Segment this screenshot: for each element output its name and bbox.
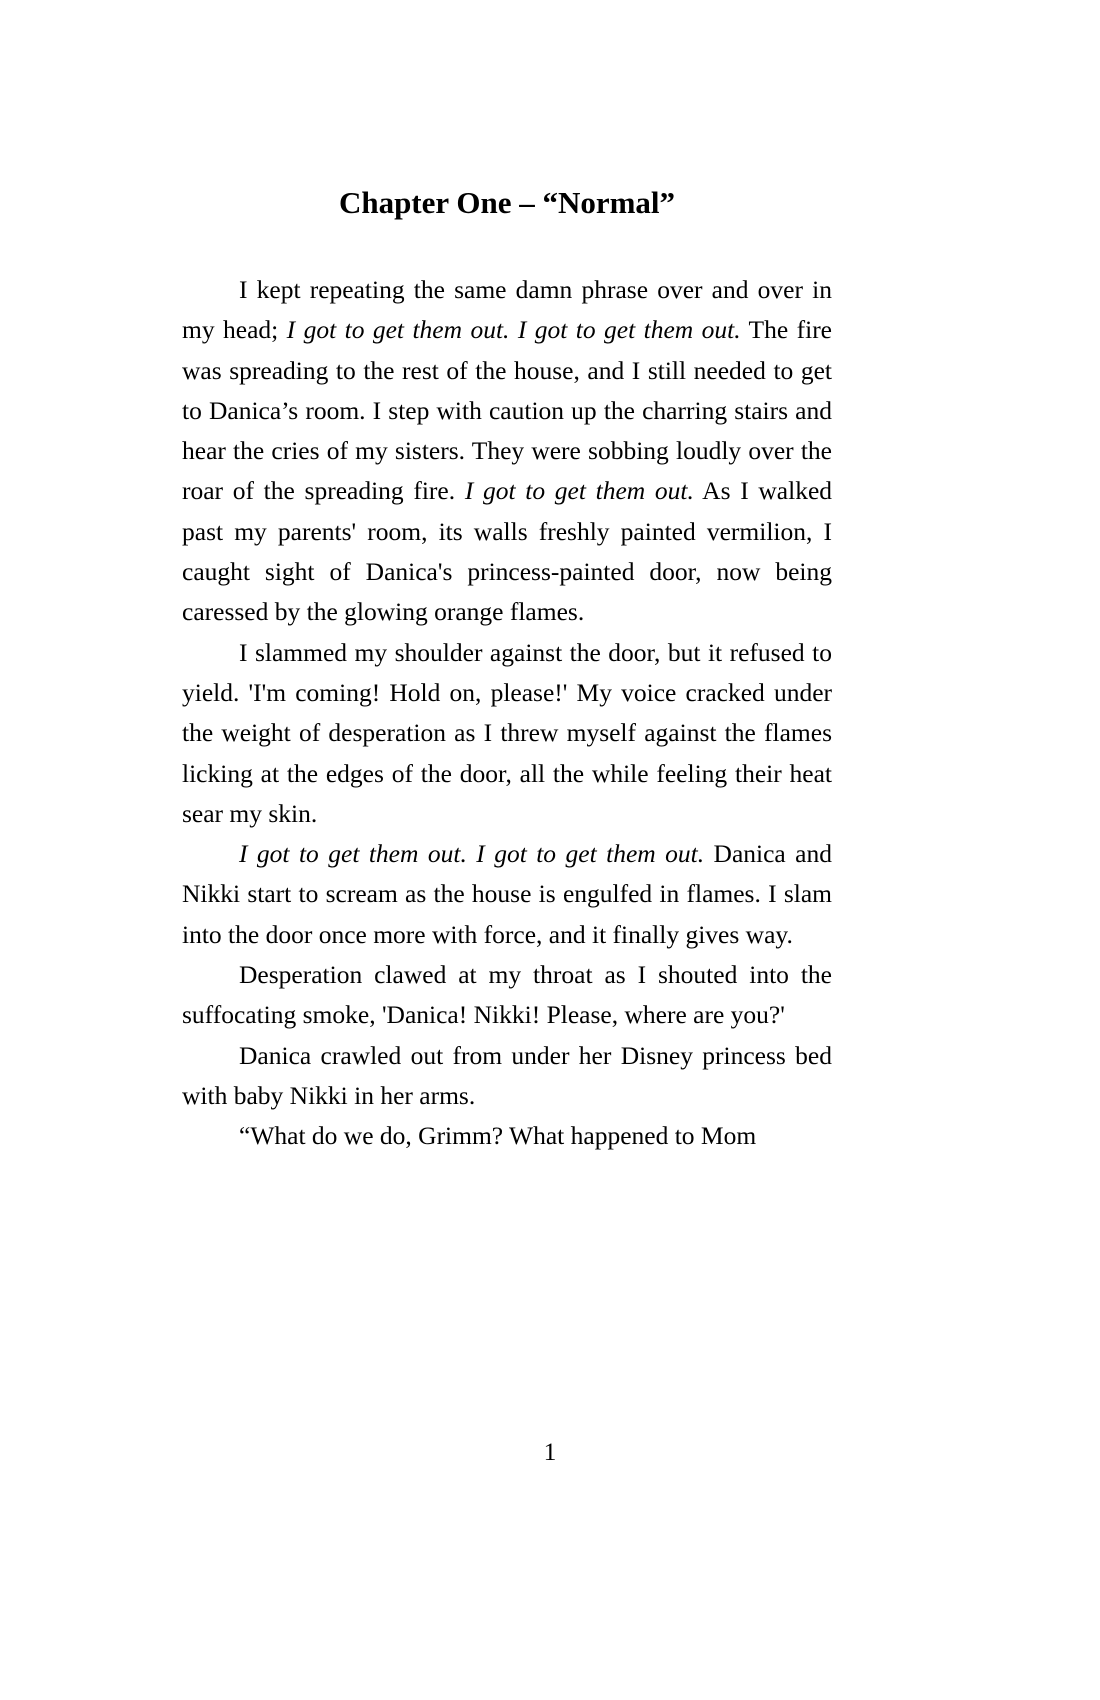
body-paragraph	[182, 633, 832, 834]
body-paragraph	[182, 270, 832, 633]
text-run: I slammed my shoulder against the door, but it refused to yield. 'I'm coming! Hold on, please!' My voice cracked under the weight of desperation as I threw myself against the flames licking at the edges of the door, all the while feeling their heat sear my skin.	[182, 637, 832, 828]
body-paragraph	[182, 1036, 832, 1117]
italic-run: I got to get them out. I got to get them out.	[286, 315, 741, 345]
paragraph-container	[182, 270, 832, 1157]
text-run: Danica crawled out from under her Disney princess bed with baby Nikki in her arms.	[182, 1040, 832, 1110]
page-number: 1	[543, 1437, 557, 1466]
text-run: Danica and Nikki start to scream as the house is engulfed in flames. I slam into the door once more with force, and it finally gives way.	[182, 839, 832, 949]
text-run: I kept repeating the same damn phrase over and over in my head;	[182, 275, 832, 345]
text-run: Desperation clawed at my throat as I shouted into the suffocating smoke, 'Danica! Nikki! Please, where are you?'	[182, 960, 832, 1030]
body-paragraph	[182, 834, 832, 955]
text-run: “What do we do, Grimm? What happened to Mom	[239, 1121, 757, 1151]
body-paragraph	[182, 1116, 832, 1156]
italic-run: I got to get them out. I got to get them out.	[239, 839, 705, 869]
text-run: As I walked past my parents' room, its walls freshly painted vermilion, I caught sight of Danica's princess-painted door, now being caressed by the glowing orange flames.	[182, 476, 833, 627]
chapter-title: Chapter One – “Normal”	[338, 185, 676, 220]
page-content	[182, 0, 832, 1157]
text-run: The fire was spreading to the rest of the house, and I still needed to get to Danica’s room. I step with caution up the charring stairs and hear the cries of my sisters. They were sobbing loudly over the roar of the spreading fire.	[182, 315, 833, 506]
italic-run: I got to get them out.	[464, 476, 694, 506]
body-paragraph	[182, 955, 832, 1036]
